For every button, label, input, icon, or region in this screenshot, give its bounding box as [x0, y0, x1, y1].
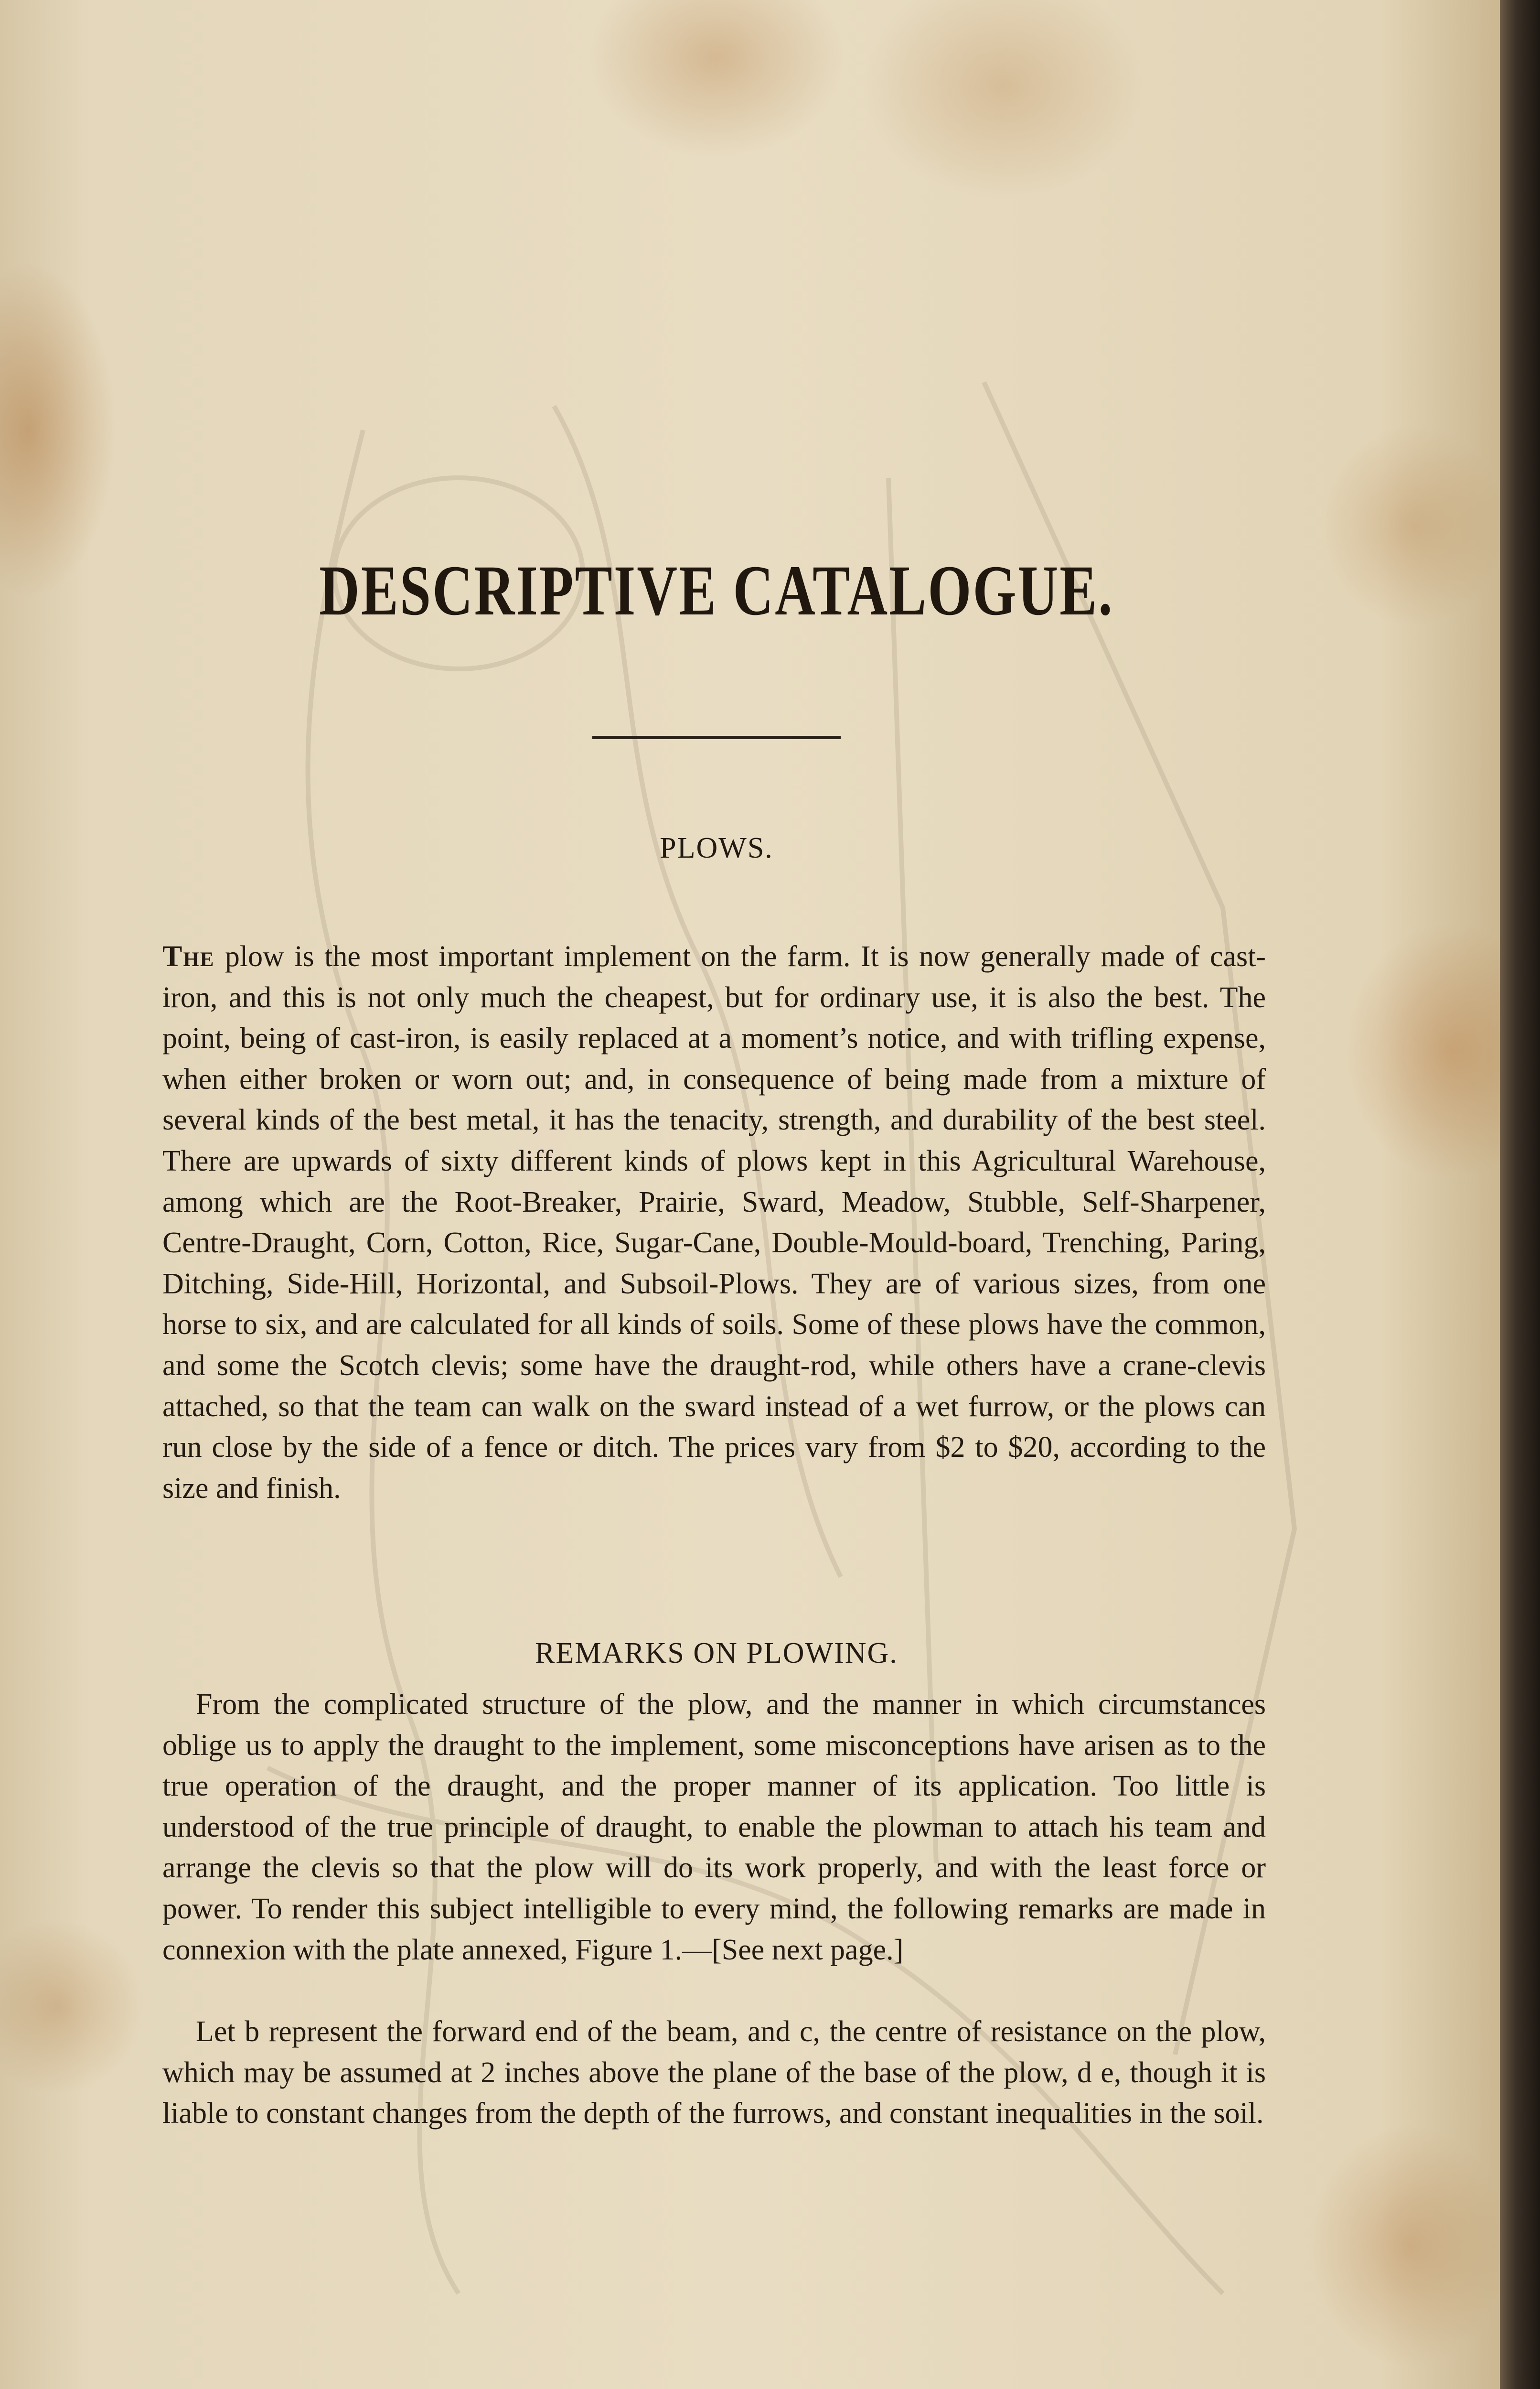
section-heading-plows: PLOWS. [660, 832, 773, 864]
section-body-plows [162, 936, 1266, 1509]
paragraph-text: plow is the most important implement on the farm. It is now generally made of cast-iron, and this is not only much the cheapest, but for ordinary use, it is also the best. The point, being of cast-iron, is easily replaced at a moment’s notice, and with trifling expense, when either broken or worn out; and, in consequence of being made from a mixture of several kinds of the best metal, it has the tenacity, strength, and durability of the best steel. There are upwards of sixty different kinds of plows kept in this Agricultural Warehouse, among which are the Root-Breaker, Prairie, Sward, Meadow, Stubble, Self-Sharpener, Centre-Draught, Corn, Cotton, Rice, Sugar-Cane, Double-Mould-board, Trenching, Paring, Ditching, Side-Hill, Horizontal, and Subsoil-Plows. They are of various sizes, from one horse to six, and are calculated for all kinds of soils. Some of these plows have the common, and some the Scotch clevis; some have the draught-rod, while others have a crane-clevis attached, so that the team can walk on the sward instead of a wet furrow, or the plows can run close by the side of a fence or ditch. The prices vary from $2 to $20, according to the size and finish. [162, 940, 1266, 1505]
book-page-edge [1500, 0, 1540, 2389]
page-title: DESCRIPTIVE CATALOGUE. [319, 551, 1114, 630]
title-divider [592, 736, 841, 739]
section-heading-remarks: REMARKS ON PLOWING. [535, 1637, 898, 1669]
lead-word: The [162, 940, 215, 973]
section-body-remarks-paragraph: Let b represent the forward end of the beam, and c, the centre of resistance on the plow, which may be assumed at 2 inches above the plane of the base of the plow, d e, though it is liable to constant changes from the depth of the furrows, and constant inequalities in the soil. [162, 2015, 1266, 2130]
section-body-remarks-paragraph: From the complicated structure of the plow, and the manner in which circumstances oblige us to apply the draught to the implement, some misconceptions have arisen as to the true operation of the draught, and the proper manner of its application. Too little is understood of the true principle of draught, to enable the plowman to attach his team and arrange the clevis so that the plow will do its work properly, and with the least force or power. To render this subject intelligible to every mind, the following remarks are made in connexion with the plate annexed, Figure 1.—[See next page.] [162, 1688, 1266, 1966]
